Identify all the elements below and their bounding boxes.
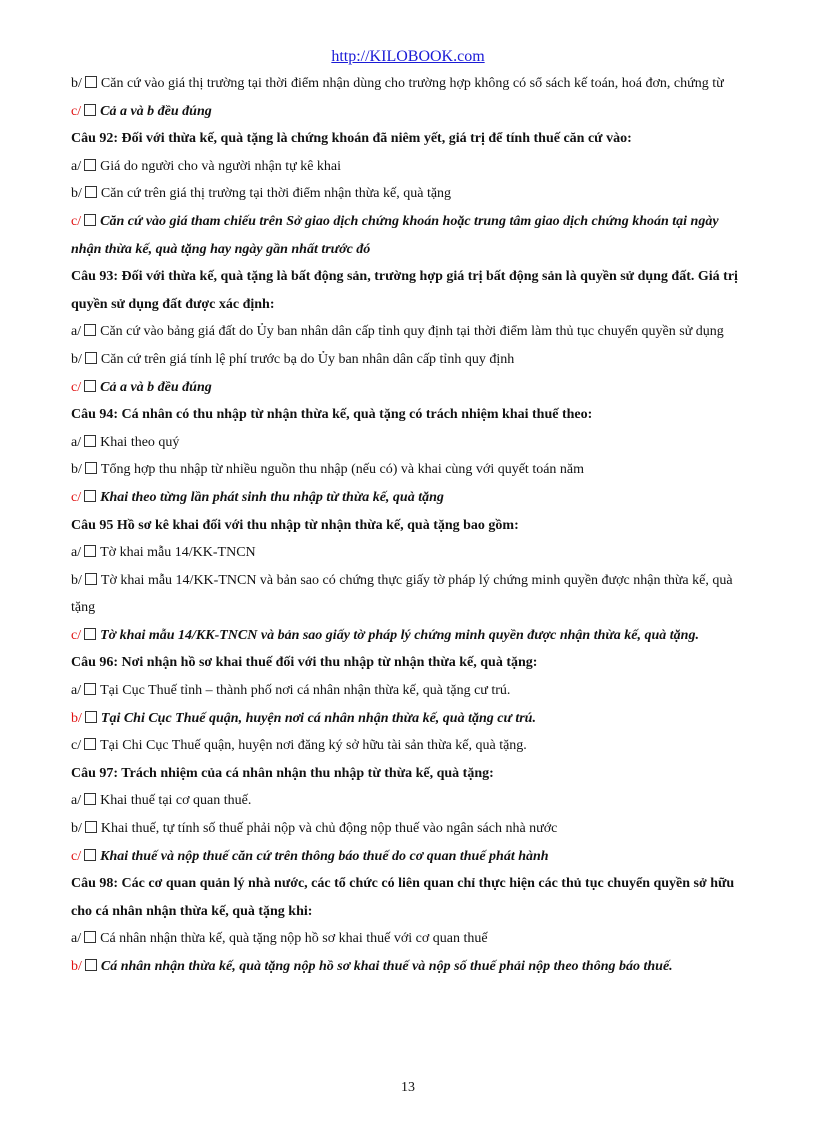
option-text: Cả a và b đều đúng (100, 103, 212, 119)
checkbox-icon[interactable] (84, 435, 96, 447)
answer-option (71, 815, 751, 843)
checkbox-icon[interactable] (85, 186, 97, 198)
option-text: Cá nhân nhận thừa kế, quà tặng nộp hồ sơ khai thuế và nộp số thuế phải nộp theo thông báo thuế. (100, 959, 673, 974)
question-heading: Câu 94: Cá nhân có thu nhập từ nhận thừa kế, quà tặng có trách nhiệm khai thuế theo: (71, 407, 593, 423)
question-heading: Câu 93: Đối với thừa kế, quà tặng là bất động sản, trường hợp giá trị bất động sản là quyền sử dụng đất. Giá trị quyền sử dụng đất được xác định: (71, 269, 738, 312)
option-label: c/ (71, 489, 82, 505)
checkbox-icon[interactable] (84, 490, 96, 502)
option-label: c/ (71, 103, 82, 119)
option-text: Tổng hợp thu nhập từ nhiều nguồn thu nhập (nếu có) và khai cùng với quyết toán năm (100, 462, 585, 478)
option-label: c/ (71, 848, 82, 864)
answer-option-correct (71, 843, 751, 871)
checkbox-icon[interactable] (85, 462, 97, 474)
checkbox-icon[interactable] (85, 821, 97, 833)
option-text: Tờ khai mẫu 14/KK-TNCN và bản sao có chứng thực giấy tờ pháp lý chứng minh quyền được nhận thừa kế, quà tặng (71, 572, 733, 616)
question-heading: Câu 95 Hồ sơ kê khai đối với thu nhập từ nhận thừa kế, quà tặng bao gồm: (71, 517, 519, 533)
answer-option (71, 346, 751, 374)
checkbox-icon[interactable] (84, 683, 96, 695)
checkbox-icon[interactable] (84, 849, 96, 861)
page-number: 13 (401, 1080, 415, 1095)
checkbox-icon[interactable] (85, 711, 97, 723)
answer-option (71, 732, 751, 760)
answer-option-correct (71, 705, 751, 733)
answer-option (71, 925, 751, 953)
question-heading: Câu 98: Các cơ quan quản lý nhà nước, các tổ chức có liên quan chỉ thực hiện các thủ tục chuyển quyền sở hữu cho cá nhân nhận thừa kế, quà tặng khi: (71, 876, 735, 919)
option-text: Tại Chi Cục Thuế quận, huyện nơi đăng ký sở hữu tài sản thừa kế, quà tặng. (100, 738, 527, 754)
answer-option-correct (71, 374, 751, 402)
question-heading: Câu 97: Trách nhiệm của cá nhân nhận thu nhập từ thừa kế, quà tặng: (71, 765, 494, 781)
header-link[interactable]: http://KILOBOOK.com (331, 48, 485, 65)
option-label: b/ (71, 462, 82, 478)
option-label: b/ (71, 186, 82, 202)
option-label: c/ (71, 627, 82, 643)
answer-option-correct (71, 484, 751, 512)
checkbox-icon[interactable] (84, 793, 96, 805)
checkbox-icon[interactable] (84, 380, 96, 392)
answer-option (71, 539, 751, 567)
option-label: b/ (71, 959, 82, 974)
option-text: Khai theo từng lần phát sinh thu nhập từ thừa kế, quà tặng (100, 489, 444, 505)
checkbox-icon[interactable] (84, 738, 96, 750)
answer-option (71, 456, 751, 484)
option-label: b/ (71, 351, 82, 367)
checkbox-icon[interactable] (85, 959, 97, 971)
checkbox-icon[interactable] (84, 628, 96, 640)
answer-option (71, 70, 751, 98)
option-text: Giá do người cho và người nhận tự kê khai (100, 158, 342, 174)
option-label: a/ (71, 545, 82, 561)
option-label: b/ (71, 572, 82, 588)
option-text: Căn cứ vào giá tham chiếu trên Sở giao dịch chứng khoán hoặc trung tâm giao dịch chứng khoán tại ngày nhận thừa kế, quà tặng hay ngày gần nhất trước đó (71, 213, 719, 257)
option-text: Cả a và b đều đúng (100, 379, 212, 395)
answer-option (71, 677, 751, 705)
option-text: Tại Cục Thuế tỉnh – thành phố nơi cá nhân nhận thừa kế, quà tặng cư trú. (100, 683, 511, 699)
question-heading: Câu 92: Đối với thừa kế, quà tặng là chứng khoán đã niêm yết, giá trị để tính thuế căn cứ vào: (71, 131, 632, 147)
option-label: c/ (71, 213, 82, 229)
option-text: Căn cứ vào giá thị trường tại thời điểm nhận dùng cho trường hợp không có sổ sách kế toán, hoá đơn, chứng từ (100, 76, 724, 91)
checkbox-icon[interactable] (84, 159, 96, 171)
option-text: Tờ khai mẫu 14/KK-TNCN và bản sao giấy tờ pháp lý chứng minh quyền được nhận thừa kế, quà tặng. (100, 627, 699, 643)
option-label: a/ (71, 931, 82, 947)
checkbox-icon[interactable] (84, 931, 96, 943)
page-header (0, 48, 816, 66)
checkbox-icon[interactable] (85, 573, 97, 585)
option-text: Căn cứ trên giá tính lệ phí trước bạ do Ủy ban nhân dân cấp tỉnh quy định (100, 351, 515, 367)
answer-option (71, 567, 751, 622)
checkbox-icon[interactable] (85, 76, 97, 88)
answer-option-correct (71, 208, 751, 263)
answer-option (71, 429, 751, 457)
option-label: c/ (71, 379, 82, 395)
option-label: b/ (71, 821, 82, 837)
answer-option-correct (71, 98, 751, 126)
option-label: b/ (71, 710, 82, 726)
option-text: Căn cứ vào bảng giá đất do Ủy ban nhân dân cấp tỉnh quy định tại thời điểm làm thủ tục chuyển quyền sử dụng (100, 324, 724, 340)
option-text: Căn cứ trên giá thị trường tại thời điểm nhận thừa kế, quà tặng (100, 186, 452, 202)
answer-option-correct (71, 953, 751, 981)
checkbox-icon[interactable] (84, 214, 96, 226)
answer-option (71, 153, 751, 181)
option-text: Cá nhân nhận thừa kế, quà tặng nộp hồ sơ khai thuế với cơ quan thuế (100, 931, 488, 947)
option-text: Khai theo quý (100, 434, 180, 450)
question-heading: Câu 96: Nơi nhận hồ sơ khai thuế đối với thu nhập từ nhận thừa kế, quà tặng: (71, 655, 538, 671)
answer-option-correct (71, 622, 751, 650)
option-text: Khai thuế và nộp thuế căn cứ trên thông báo thuế do cơ quan thuế phát hành (100, 848, 549, 864)
checkbox-icon[interactable] (85, 352, 97, 364)
option-text: Khai thuế tại cơ quan thuế. (100, 793, 252, 809)
option-label: a/ (71, 793, 82, 809)
option-text: Tờ khai mẫu 14/KK-TNCN (100, 545, 256, 561)
checkbox-icon[interactable] (84, 324, 96, 336)
answer-option (71, 787, 751, 815)
answer-option (71, 180, 751, 208)
option-label: a/ (71, 434, 82, 450)
option-label: c/ (71, 738, 82, 754)
document-body (71, 70, 751, 981)
option-text: Tại Chi Cục Thuế quận, huyện nơi cá nhân nhận thừa kế, quà tặng cư trú. (100, 710, 536, 726)
option-label: a/ (71, 324, 82, 340)
option-label: b/ (71, 76, 82, 91)
checkbox-icon[interactable] (84, 104, 96, 116)
option-label: a/ (71, 683, 82, 699)
answer-option (71, 318, 751, 346)
option-label: a/ (71, 158, 82, 174)
option-text: Khai thuế, tự tính số thuế phải nộp và chủ động nộp thuế vào ngân sách nhà nước (100, 821, 558, 837)
checkbox-icon[interactable] (84, 545, 96, 557)
